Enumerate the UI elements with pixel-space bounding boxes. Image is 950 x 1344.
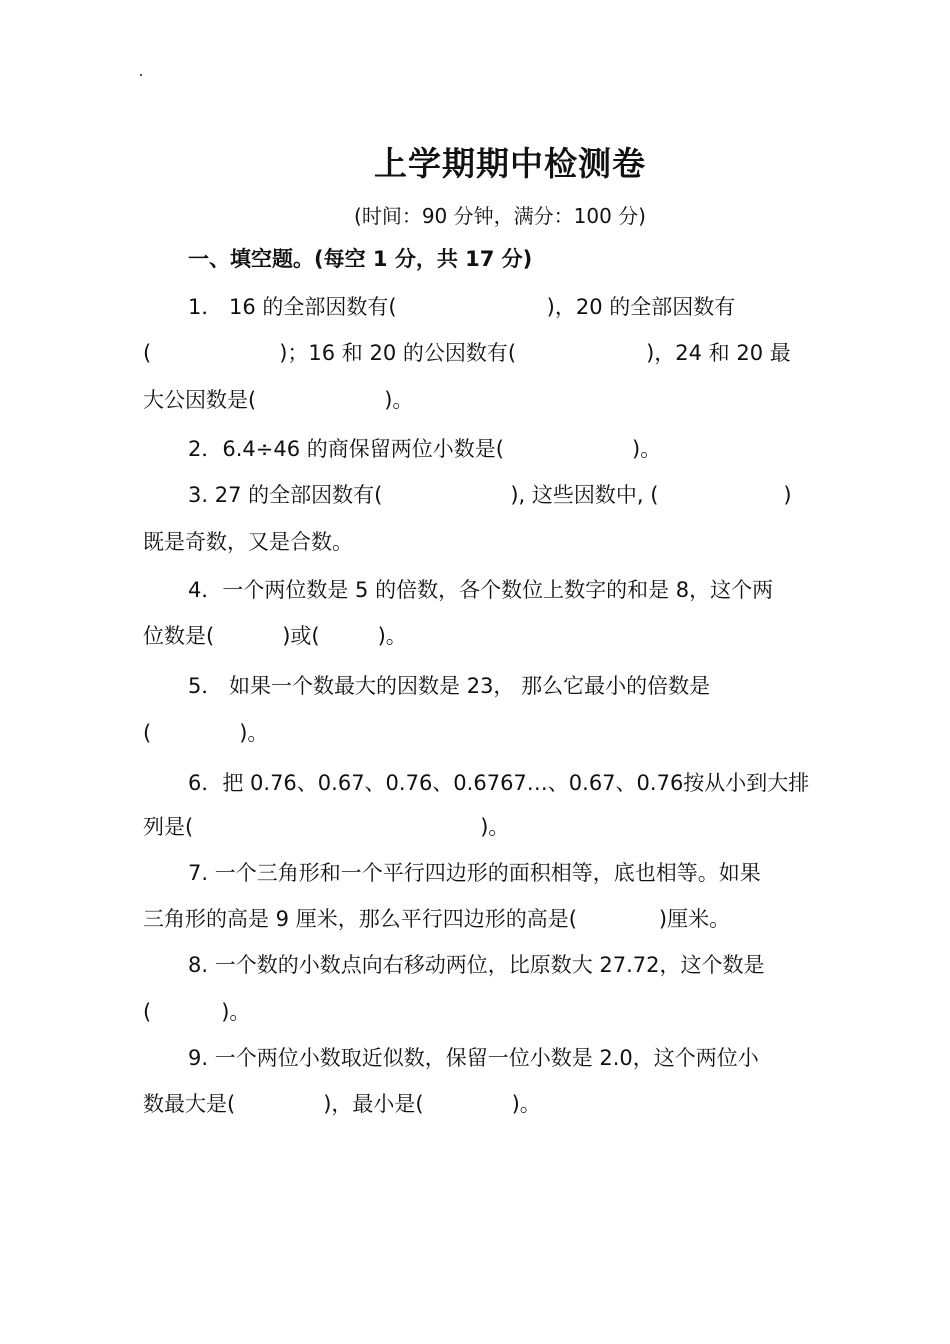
q4-text-d: )。	[377, 624, 407, 648]
q6-text-c: )。	[480, 815, 510, 839]
q8-text-c: )。	[221, 1000, 251, 1024]
question-6-line-2	[143, 812, 509, 842]
q1-text-d: )；16 和 20 的公因数有(	[279, 341, 517, 365]
q1-text-b: )，20 的全部因数有	[546, 295, 736, 319]
q7-text-c: )厘米。	[658, 907, 731, 931]
q1-text-e: )，24 和 20 最	[646, 341, 791, 365]
question-5-line-2	[143, 718, 268, 748]
question-3-line-2: 既是奇数，又是合数。	[143, 530, 353, 554]
q1-text-a: 1． 16 的全部因数有(	[188, 295, 397, 319]
q6-text-b: 列是(	[143, 815, 194, 839]
q2-text-b: )。	[631, 437, 662, 461]
question-9-line-1: 9. 一个两位小数取近似数，保留一位小数是 2.0，这个两位小	[188, 1046, 759, 1070]
q3-text-b: ), 这些因数中, (	[510, 483, 659, 507]
question-3-line-1	[188, 480, 792, 510]
q5-text-c: )。	[239, 721, 269, 745]
question-4-line-2	[143, 621, 407, 651]
q2-text-a: 2．6.4÷46 的商保留两位小数是(	[188, 437, 504, 461]
question-8-line-1: 8. 一个数的小数点向右移动两位，比原数大 27.72，这个数是	[188, 953, 765, 977]
q7-text-b: 三角形的高是 9 厘米，那么平行四边形的高是(	[143, 907, 577, 931]
q9-text-b: 数最大是(	[143, 1092, 236, 1116]
question-1-line-2	[143, 338, 791, 368]
question-7-line-1: 7. 一个三角形和一个平行四边形的面积相等，底也相等。如果	[188, 861, 761, 885]
question-1-line-1	[188, 292, 735, 322]
q1-text-g: )。	[384, 388, 414, 412]
page-title: 上学期期中检测卷	[374, 144, 646, 183]
q3-text-c: )	[783, 483, 792, 507]
question-8-line-2	[143, 997, 250, 1027]
question-5-line-1: 5． 如果一个数最大的因数是 23， 那么它最小的倍数是	[188, 674, 711, 698]
q1-text-c: (	[143, 341, 152, 365]
question-1-line-3	[143, 385, 413, 415]
question-7-line-2	[143, 904, 730, 934]
section-heading: 一、填空题。(每空 1 分，共 17 分)	[188, 247, 533, 271]
q9-text-c: )，最小是(	[323, 1092, 424, 1116]
q1-text-f: 大公因数是(	[143, 388, 257, 412]
question-9-line-2	[143, 1089, 541, 1119]
q4-text-b: 位数是(	[143, 624, 215, 648]
question-4-line-1: 4．一个两位数是 5 的倍数，各个数位上数字的和是 8，这个两	[188, 578, 774, 602]
page-dot	[140, 74, 142, 76]
question-2	[188, 434, 661, 464]
question-6-line-1: 6．把 0.76、0.67、0.76、0.6767…、0.67、0.76按从小到大排	[188, 771, 810, 795]
q4-text-c: )或(	[282, 624, 320, 648]
q9-text-d: )。	[511, 1092, 541, 1116]
q5-text-b: (	[143, 721, 152, 745]
page-subtitle: (时间：90 分钟，满分：100 分)	[354, 204, 646, 228]
q8-text-b: (	[143, 1000, 152, 1024]
q3-text-a: 3. 27 的全部因数有(	[188, 483, 383, 507]
